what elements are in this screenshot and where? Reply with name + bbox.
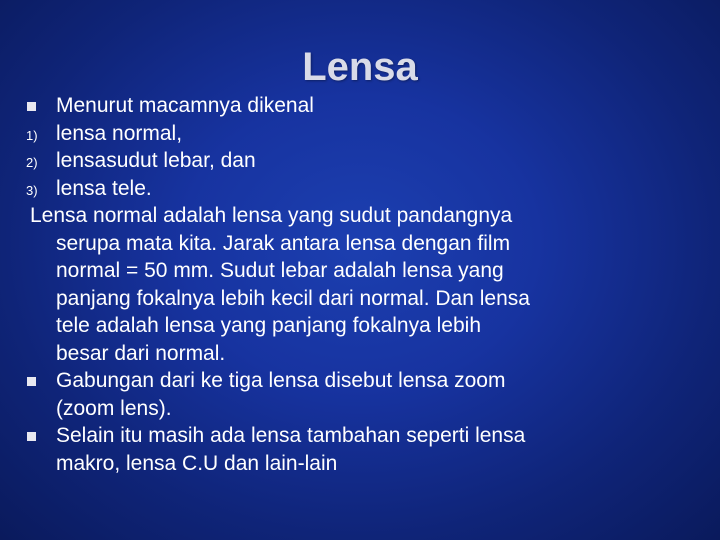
list-item bbox=[26, 120, 706, 148]
list-item-text: lensa tele. bbox=[56, 176, 152, 200]
list-item-text: lensasudut lebar, dan bbox=[56, 149, 256, 172]
bullet-text: Selain itu masih ada lensa tambahan seperti lensa bbox=[56, 424, 526, 447]
paragraph-line: serupa mata kita. Jarak antara lensa dengan film bbox=[56, 231, 511, 255]
paragraph-line: tele adalah lensa yang panjang fokalnya lebih bbox=[56, 314, 481, 337]
square-bullet-icon bbox=[27, 377, 36, 386]
slide-title: Lensa bbox=[302, 45, 418, 89]
bullet-item bbox=[56, 367, 706, 395]
list-item-text: lensa normal, bbox=[56, 121, 183, 145]
list-item bbox=[26, 175, 706, 203]
slide-body bbox=[26, 92, 706, 477]
square-bullet-icon bbox=[27, 102, 36, 111]
paragraph-line: Lensa normal adalah lensa yang sudut pandangnya bbox=[30, 204, 513, 227]
bullet-continuation: makro, lensa C.U dan lain-lain bbox=[56, 451, 338, 475]
list-number: 2) bbox=[26, 155, 38, 170]
list-item bbox=[26, 147, 706, 175]
paragraph-line: besar dari normal. bbox=[56, 341, 226, 365]
intro-text: Menurut macamnya dikenal bbox=[56, 94, 314, 117]
bullet-text: Gabungan dari ke tiga lensa disebut lensa zoom bbox=[56, 369, 506, 392]
bullet-continuation: (zoom lens). bbox=[56, 396, 172, 420]
paragraph-line: panjang fokalnya lebih kecil dari normal. Dan lensa bbox=[56, 286, 530, 310]
intro-line bbox=[56, 92, 706, 120]
bullet-item bbox=[56, 422, 706, 450]
square-bullet-icon bbox=[27, 432, 36, 441]
list-number: 3) bbox=[26, 182, 38, 198]
list-number: 1) bbox=[26, 127, 38, 143]
paragraph-line: normal = 50 mm. Sudut lebar adalah lensa yang bbox=[56, 259, 504, 282]
